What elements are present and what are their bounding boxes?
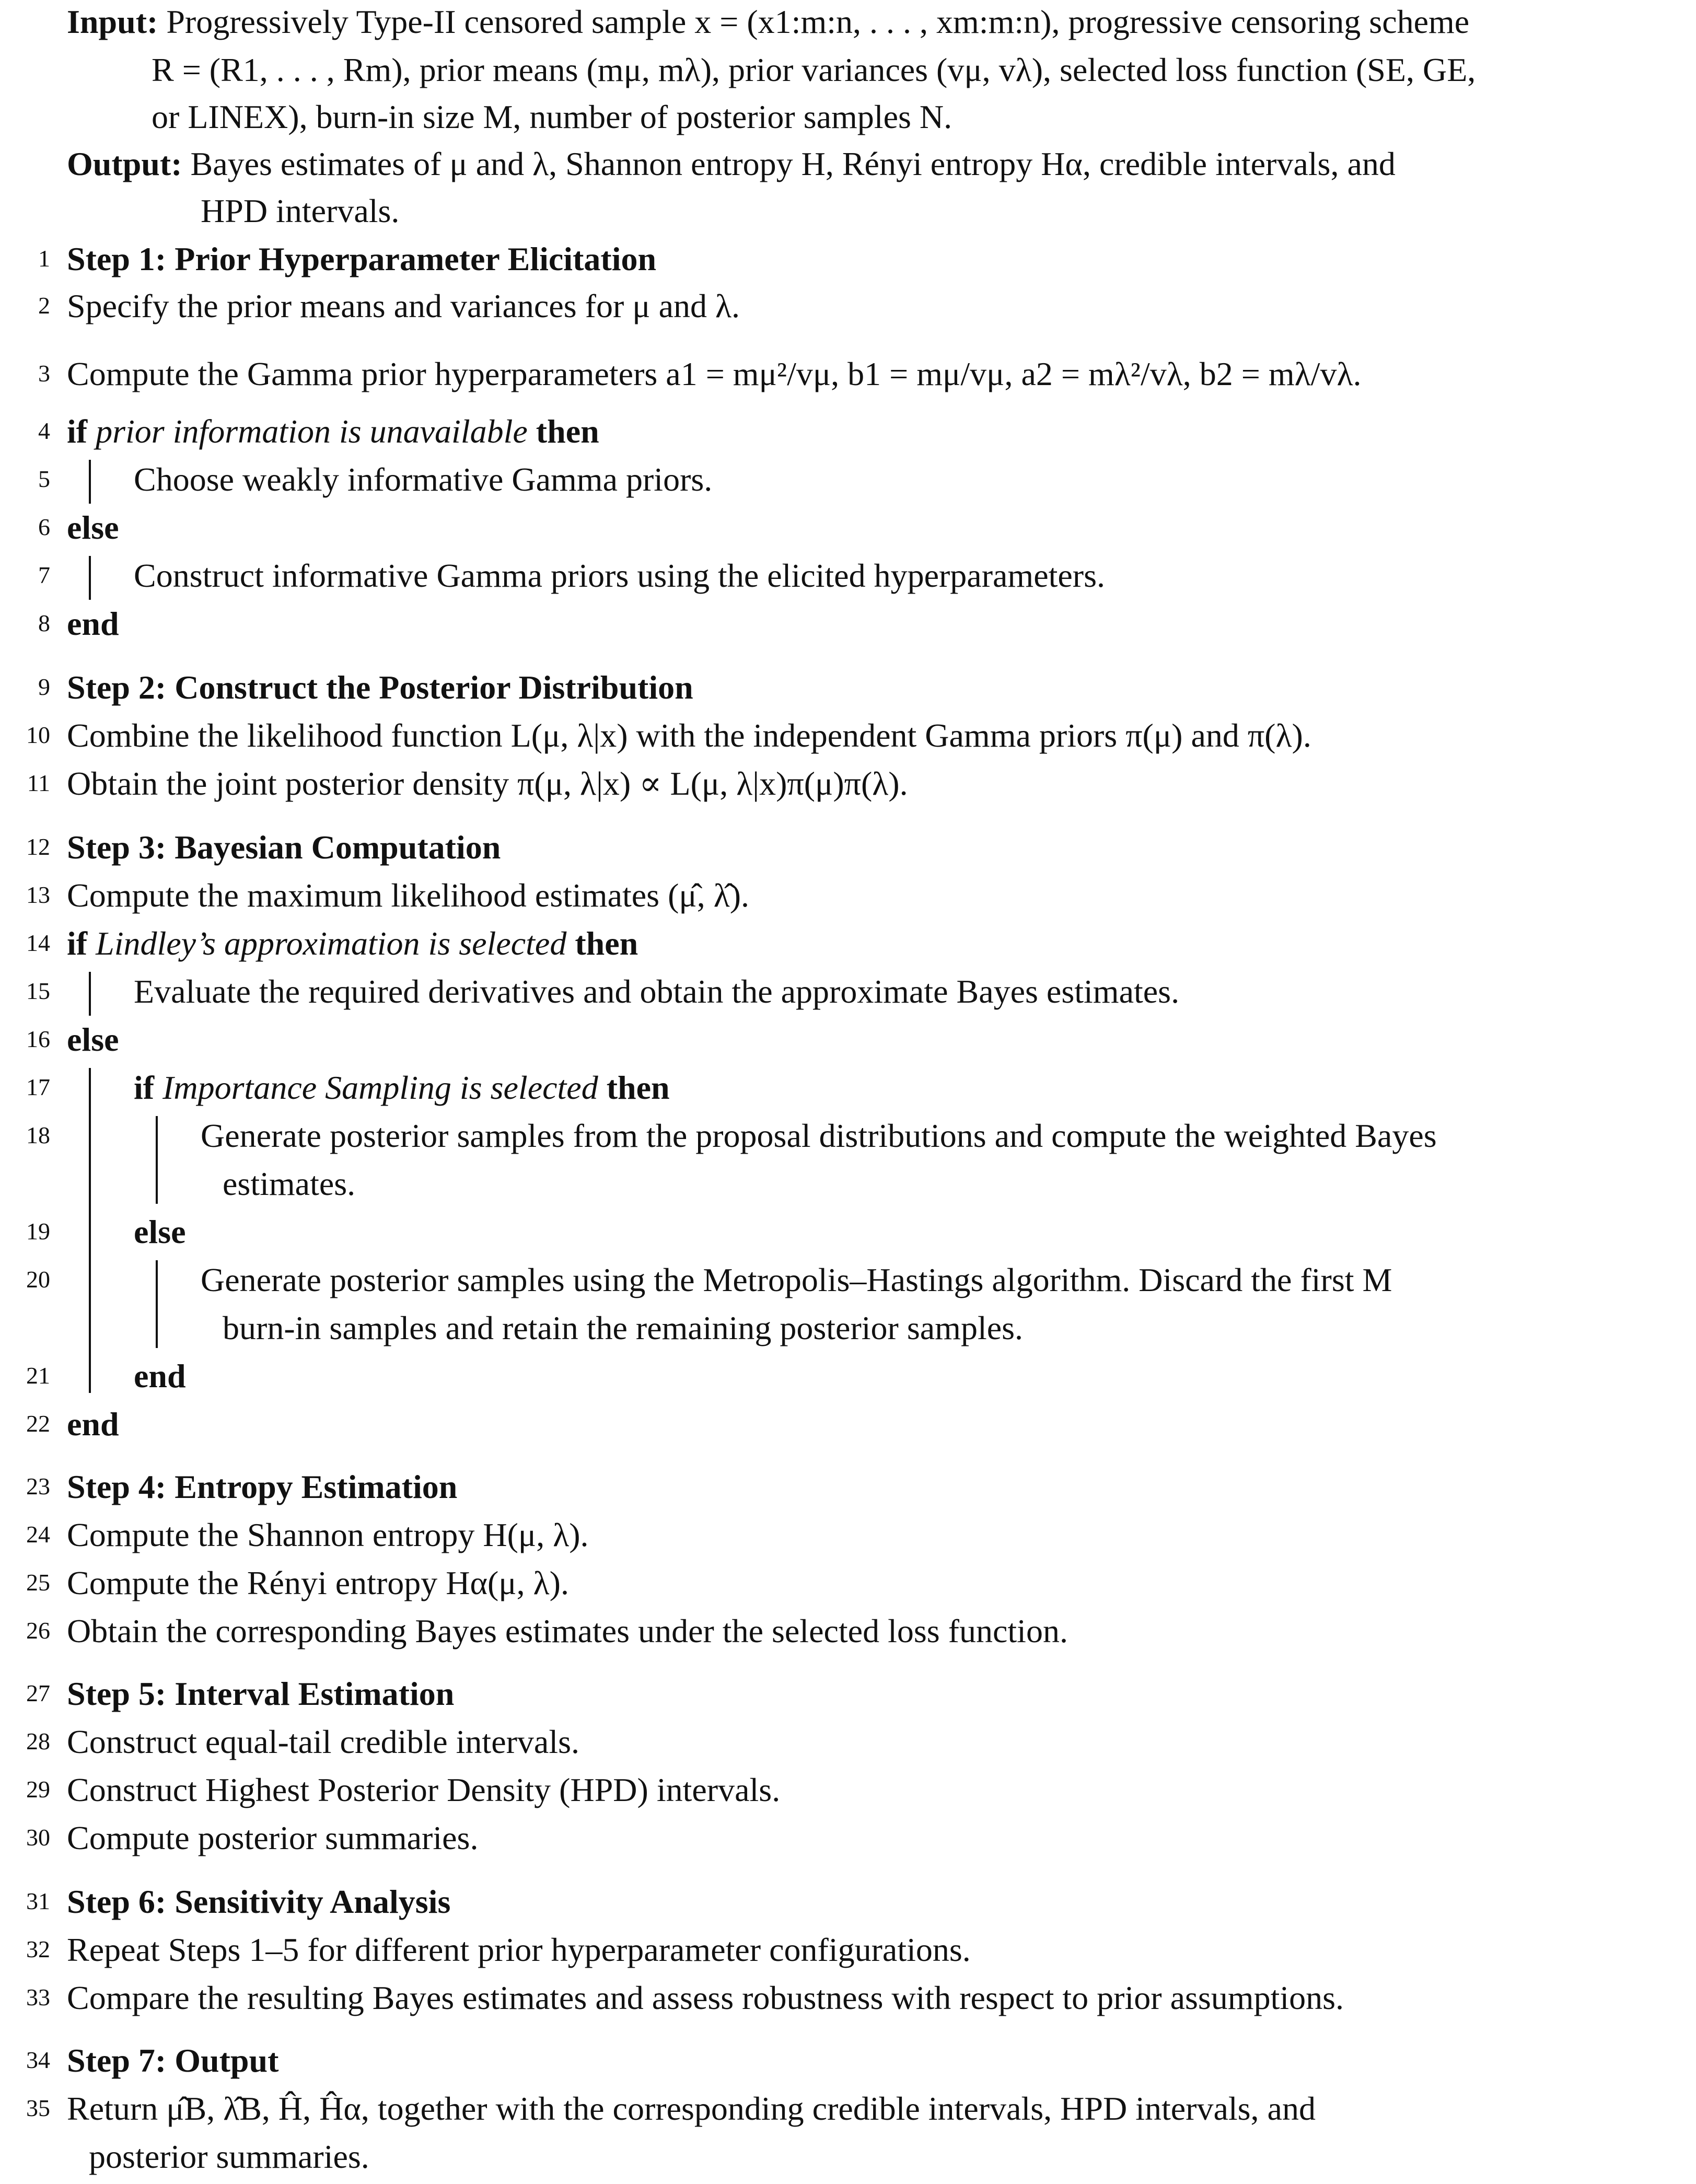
keyword-else: else bbox=[67, 1021, 119, 1058]
line-number: 1 bbox=[38, 245, 50, 272]
line-text: Construct equal-tail credible intervals. bbox=[67, 1723, 579, 1760]
keyword-else: else bbox=[67, 509, 119, 546]
algo-line-31 bbox=[0, 1879, 1696, 1925]
line-text: Compute posterior summaries. bbox=[67, 1819, 479, 1856]
block-bar bbox=[89, 556, 91, 600]
line-number: 3 bbox=[38, 360, 50, 387]
line-text: Obtain the corresponding Bayes estimates under the selected loss function. bbox=[67, 1612, 1068, 1649]
algo-line-7 bbox=[0, 553, 1696, 599]
keyword-else: else bbox=[134, 1213, 186, 1250]
line-number: 7 bbox=[38, 562, 50, 588]
algo-line-13 bbox=[0, 873, 1696, 919]
algo-line-29 bbox=[0, 1767, 1696, 1813]
keyword-then: then bbox=[575, 925, 638, 962]
line-text: Return μ̂B, λ̂B, Ĥ, Ĥα, together with the corresponding credible intervals, HPD intervals, and bbox=[67, 2090, 1316, 2127]
line-number: 12 bbox=[26, 833, 50, 860]
condition: prior information is unavailable bbox=[96, 413, 528, 450]
line-text bbox=[67, 921, 638, 967]
algo-line-23 bbox=[0, 1464, 1696, 1510]
line-number: 9 bbox=[38, 673, 50, 700]
line-number: 21 bbox=[26, 1362, 50, 1389]
algo-line-5 bbox=[0, 457, 1696, 503]
line-text: Repeat Steps 1–5 for different prior hyperparameter configurations. bbox=[67, 1931, 971, 1968]
algo-line-1 bbox=[0, 236, 1696, 282]
line-number: 32 bbox=[26, 1936, 50, 1962]
algo-line-17 bbox=[0, 1065, 1696, 1111]
line-number: 8 bbox=[38, 610, 50, 636]
algo-line-10 bbox=[0, 713, 1696, 759]
line-number: 11 bbox=[27, 770, 50, 796]
line-number: 16 bbox=[26, 1026, 50, 1052]
algo-line-19 bbox=[0, 1209, 1696, 1255]
line-number: 23 bbox=[26, 1473, 50, 1500]
input-text-2: R = (R1, . . . , Rm), prior means (mμ, mλ), prior variances (vμ, vλ), selected loss function (SE, GE, bbox=[152, 51, 1476, 88]
keyword-end: end bbox=[134, 1357, 186, 1395]
algo-line-28 bbox=[0, 1719, 1696, 1765]
line-number: 29 bbox=[26, 1776, 50, 1803]
algo-line-12 bbox=[0, 824, 1696, 870]
line-text: Generate posterior samples from the proposal distributions and compute the weighted Bayes bbox=[201, 1117, 1437, 1154]
algo-line-8 bbox=[0, 601, 1696, 647]
line-number: 28 bbox=[26, 1728, 50, 1755]
line-number: 6 bbox=[38, 514, 50, 540]
step-heading: Step 2: Construct the Posterior Distribution bbox=[67, 669, 693, 706]
algo-line-26 bbox=[0, 1608, 1696, 1654]
algo-line-32 bbox=[0, 1927, 1696, 1973]
line-text: Obtain the joint posterior density π(μ, λ|x) ∝ L(μ, λ|x)π(μ)π(λ). bbox=[67, 765, 908, 802]
line-number: 34 bbox=[26, 2047, 50, 2073]
algo-line-22 bbox=[0, 1401, 1696, 1447]
line-text: Compare the resulting Bayes estimates and assess robustness with respect to prior assumptions. bbox=[67, 1979, 1344, 2016]
output-text-2: HPD intervals. bbox=[201, 192, 400, 229]
line-number: 2 bbox=[38, 292, 50, 319]
condition: Importance Sampling is selected bbox=[162, 1069, 598, 1106]
line-number: 4 bbox=[38, 417, 50, 444]
algo-line-20 bbox=[0, 1257, 1696, 1303]
step-heading: Step 3: Bayesian Computation bbox=[67, 829, 501, 866]
line-number: 18 bbox=[26, 1122, 50, 1148]
line-text: Construct Highest Posterior Density (HPD) intervals. bbox=[67, 1771, 781, 1808]
line-number: 31 bbox=[26, 1888, 50, 1914]
algo-line-6 bbox=[0, 505, 1696, 551]
algo-line-34 bbox=[0, 2038, 1696, 2084]
line-continuation: burn-in samples and retain the remaining posterior samples. bbox=[223, 1309, 1024, 1346]
algo-line-27 bbox=[0, 1671, 1696, 1717]
algo-line-11 bbox=[0, 761, 1696, 807]
algo-line-33 bbox=[0, 1975, 1696, 2021]
line-number: 20 bbox=[26, 1266, 50, 1293]
step-heading: Step 6: Sensitivity Analysis bbox=[67, 1883, 451, 1920]
line-text: Compute the Rényi entropy Hα(μ, λ). bbox=[67, 1564, 569, 1601]
line-text: Generate posterior samples using the Metropolis–Hastings algorithm. Discard the first M bbox=[201, 1261, 1392, 1298]
input-label: Input: bbox=[67, 3, 158, 40]
line-text: Compute the Shannon entropy H(μ, λ). bbox=[67, 1516, 589, 1553]
line-number: 14 bbox=[26, 930, 50, 956]
algo-line-9 bbox=[0, 665, 1696, 711]
block-bar bbox=[156, 1116, 158, 1204]
keyword-if: if bbox=[67, 413, 88, 450]
line-number: 25 bbox=[26, 1569, 50, 1596]
line-number: 35 bbox=[26, 2095, 50, 2121]
algo-line-35 bbox=[0, 2086, 1696, 2132]
algo-line-14 bbox=[0, 921, 1696, 967]
input-line-1 bbox=[67, 0, 1469, 45]
keyword-end: end bbox=[67, 1405, 119, 1443]
line-number: 27 bbox=[26, 1680, 50, 1706]
keyword-end: end bbox=[67, 605, 119, 642]
keyword-if: if bbox=[67, 925, 88, 962]
line-text: Combine the likelihood function L(μ, λ|x) with the independent Gamma priors π(μ) and π(λ). bbox=[67, 717, 1311, 754]
algo-line-16 bbox=[0, 1017, 1696, 1063]
algo-line-4 bbox=[0, 409, 1696, 455]
algo-line-25 bbox=[0, 1560, 1696, 1606]
block-bar bbox=[89, 972, 91, 1016]
step-heading: Step 1: Prior Hyperparameter Elicitation bbox=[67, 240, 657, 277]
line-number: 5 bbox=[38, 466, 50, 492]
line-text: Compute the maximum likelihood estimates (μ̂, λ̂). bbox=[67, 877, 750, 914]
block-bar bbox=[89, 460, 91, 504]
algo-line-24 bbox=[0, 1512, 1696, 1558]
keyword-then: then bbox=[606, 1069, 670, 1106]
line-text: Construct informative Gamma priors using the elicited hyperparameters. bbox=[134, 557, 1105, 594]
line-number: 19 bbox=[26, 1218, 50, 1245]
line-number: 26 bbox=[26, 1617, 50, 1644]
condition: Lindley’s approximation is selected bbox=[96, 925, 567, 962]
line-text bbox=[134, 1065, 670, 1111]
output-text-1: Bayes estimates of μ and λ, Shannon entropy H, Rényi entropy Hα, credible intervals, and bbox=[190, 145, 1396, 182]
step-heading: Step 4: Entropy Estimation bbox=[67, 1468, 458, 1505]
line-number: 30 bbox=[26, 1824, 50, 1851]
line-number: 10 bbox=[26, 722, 50, 748]
line-number: 22 bbox=[26, 1410, 50, 1437]
line-continuation: estimates. bbox=[223, 1165, 356, 1202]
line-number: 33 bbox=[26, 1984, 50, 2011]
algo-line-21 bbox=[0, 1353, 1696, 1399]
input-text-3: or LINEX), burn-in size M, number of posterior samples N. bbox=[152, 98, 952, 135]
block-bar bbox=[156, 1260, 158, 1348]
line-number: 17 bbox=[26, 1074, 50, 1100]
output-label: Output: bbox=[67, 145, 182, 182]
line-number: 13 bbox=[26, 881, 50, 908]
algo-line-15 bbox=[0, 969, 1696, 1015]
keyword-if: if bbox=[134, 1069, 155, 1106]
line-text: Evaluate the required derivatives and obtain the approximate Bayes estimates. bbox=[134, 973, 1180, 1010]
step-heading: Step 5: Interval Estimation bbox=[67, 1675, 455, 1712]
line-text: Specify the prior means and variances for μ and λ. bbox=[67, 287, 740, 324]
input-text-1: Progressively Type-II censored sample x = (x1:m:n, . . . , xm:m:n), progressive censoring scheme bbox=[166, 3, 1470, 40]
algo-line-3 bbox=[0, 351, 1696, 397]
keyword-then: then bbox=[536, 413, 599, 450]
line-text: Compute the Gamma prior hyperparameters a1 = mμ²/vμ, b1 = mμ/vμ, a2 = mλ²/vλ, b2 = mλ/vλ. bbox=[67, 355, 1362, 392]
line-number: 24 bbox=[26, 1521, 50, 1548]
algo-line-30 bbox=[0, 1815, 1696, 1861]
line-number: 15 bbox=[26, 978, 50, 1004]
line-text: Choose weakly informative Gamma priors. bbox=[134, 461, 713, 498]
output-line-1 bbox=[67, 141, 1396, 187]
line-continuation: posterior summaries. bbox=[89, 2138, 369, 2175]
line-text bbox=[67, 409, 599, 455]
step-heading: Step 7: Output bbox=[67, 2042, 279, 2079]
algo-line-18 bbox=[0, 1113, 1696, 1159]
algo-line-2 bbox=[0, 283, 1696, 329]
